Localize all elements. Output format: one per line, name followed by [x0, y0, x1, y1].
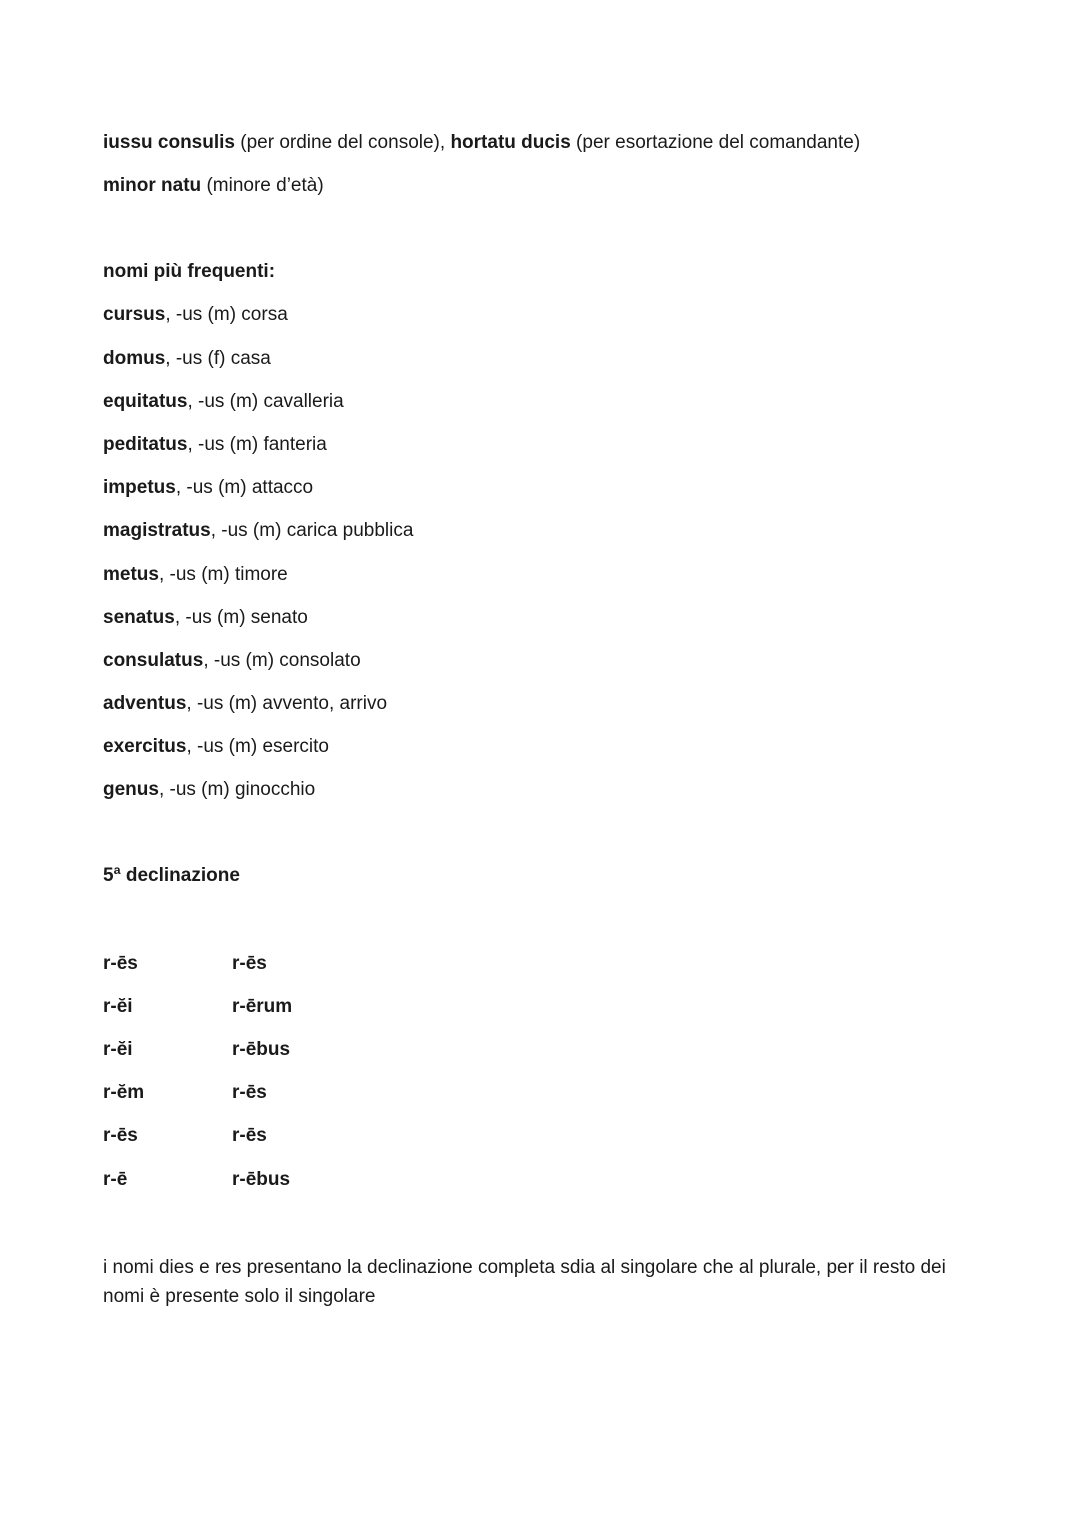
noun-term: metus	[103, 564, 159, 585]
declension-plural-cell: r-ēbus	[232, 1039, 291, 1060]
noun-item	[103, 519, 413, 543]
noun-gloss: , -us (m) ginocchio	[158, 779, 316, 800]
noun-gloss: , -us (f) casa	[165, 348, 271, 369]
noun-term: peditatus	[103, 434, 188, 455]
noun-item	[103, 303, 288, 327]
noun-term: exercitus	[103, 736, 187, 757]
noun-item	[103, 692, 387, 716]
gloss-iussu-consulis: (per ordine del console),	[234, 132, 451, 153]
term-hortatu-ducis: hortatu ducis	[450, 132, 571, 153]
noun-term: impetus	[103, 477, 176, 498]
noun-item	[103, 606, 308, 630]
noun-item	[103, 649, 361, 673]
fifth-declension-heading	[103, 864, 240, 888]
noun-term: domus	[103, 348, 166, 369]
noun-gloss: , -us (m) attacco	[175, 477, 314, 498]
noun-gloss: , -us (m) senato	[174, 607, 308, 628]
noun-term: magistratus	[103, 520, 211, 541]
declension-singular-cell: r-ē	[103, 1169, 128, 1190]
noun-term: equitatus	[103, 391, 188, 412]
declension-plural-cell: r-ēs	[232, 1125, 267, 1146]
declension-note: i nomi dies e res presentano la declinazione completa sdia al singolare che al plurale, per il resto dei nomi è presente solo il singolare	[103, 1257, 946, 1307]
intro-line-1	[103, 131, 860, 155]
noun-gloss: , -us (m) esercito	[186, 736, 329, 757]
intro-line-2	[103, 174, 324, 198]
declension-singular-cell: r-ēs	[103, 1125, 138, 1146]
noun-gloss: , -us (m) carica pubblica	[210, 520, 414, 541]
declension-plural-cell: r-ēbus	[232, 1169, 291, 1190]
fifth-declension-heading-text: 5ª declinazione	[103, 865, 240, 886]
declension-plural-cell: r-ēs	[232, 1082, 267, 1103]
noun-term: senatus	[103, 607, 175, 628]
noun-item	[103, 347, 271, 371]
frequent-nouns-heading	[103, 260, 275, 284]
noun-term: consulatus	[103, 650, 204, 671]
gloss-minor-natu: (minore d’età)	[201, 175, 324, 196]
noun-item	[103, 476, 313, 500]
noun-gloss: , -us (m) corsa	[165, 304, 288, 325]
noun-gloss: , -us (m) consolato	[203, 650, 361, 671]
declension-plural-cell: r-ēs	[232, 953, 267, 974]
noun-gloss: , -us (m) avvento, arrivo	[186, 693, 388, 714]
declension-singular-cell: r-ĕm	[103, 1082, 145, 1103]
term-minor-natu: minor natu	[103, 175, 202, 196]
noun-item	[103, 563, 288, 587]
noun-term: genus	[103, 779, 159, 800]
term-iussu-consulis: iussu consulis	[103, 132, 235, 153]
noun-item	[103, 735, 329, 759]
noun-term: cursus	[103, 304, 166, 325]
noun-item	[103, 778, 315, 802]
gloss-hortatu-ducis: (per esortazione del comandante)	[570, 132, 861, 153]
noun-gloss: , -us (m) timore	[158, 564, 288, 585]
noun-term: adventus	[103, 693, 187, 714]
noun-gloss: , -us (m) fanteria	[187, 434, 327, 455]
declension-singular-cell: r-ĕi	[103, 996, 133, 1017]
declension-plural-cell: r-ērum	[232, 996, 293, 1017]
noun-item	[103, 390, 344, 414]
noun-item	[103, 433, 327, 457]
noun-gloss: , -us (m) cavalleria	[187, 391, 344, 412]
declension-singular-cell: r-ēs	[103, 953, 138, 974]
frequent-nouns-heading-text: nomi più frequenti:	[103, 261, 276, 282]
declension-singular-cell: r-ĕi	[103, 1039, 133, 1060]
